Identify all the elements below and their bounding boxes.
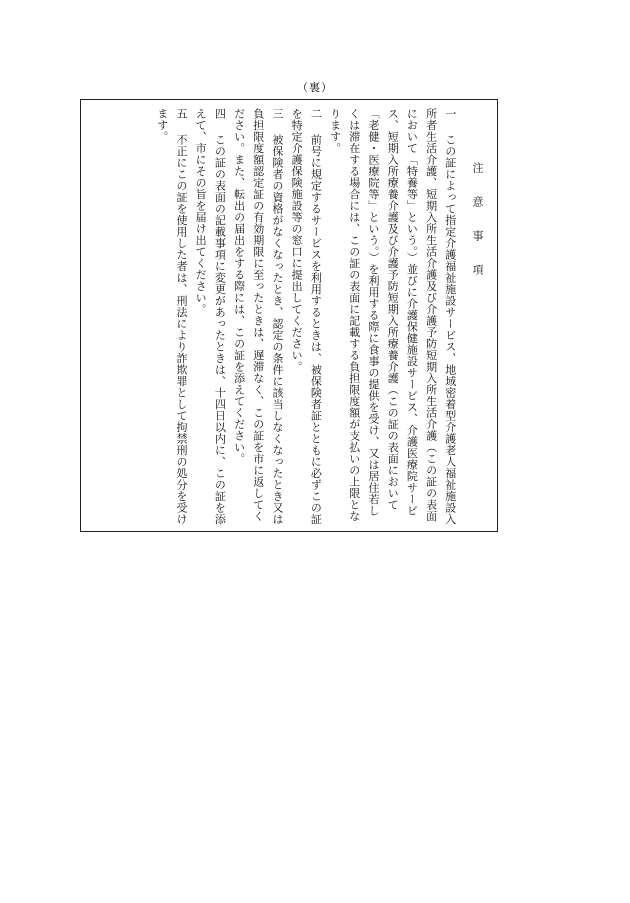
item-number: 一 [443,108,457,120]
notice-item-3 [229,108,287,526]
item-text: この証によって指定介護福祉施設サービス、地域密着型介護老人福祉施設入所者生活介護、短期入所生活介護及び介護予防短期入所生活介護（この証の表面において「特養等」という。）並びに介護保健施設サービス、介護医療院サービス、短期入所療養介護及び介護予防短期入所療養介護（この証の表面において「老健・医療院等」という。）を利用する際に食事の提供を受け、又は居住若しくは滞在する場合には、この証の表面に記載する負担限度額が支払いの上限となります。 [328,108,457,525]
item-text: 不正にこの証を使用した者は、刑法により詐欺罪として拘禁刑の処分を受けます。 [155,108,188,525]
item-number: 三 [270,108,284,120]
item-text: 前号に規定するサービスを利用するときは、被保険者証とともに必ずこの証を特定介護保険施設等の窓口に提出してください。 [290,108,323,525]
item-text: この証の表面の記載事項に変更があったときは、十四日以内に、この証を添えて、市にその旨を届け出てください。 [194,108,227,525]
notice-item-2 [287,108,325,526]
notice-frame [80,99,498,532]
notice-item-4 [191,108,229,526]
notice-item-1 [325,108,459,526]
item-number: 四 [213,108,227,120]
notice-item-5 [153,108,191,526]
notice-body [83,108,487,526]
item-number: 二 [309,108,323,120]
page-side-label: （裏） [297,81,333,94]
notice-heading: 注 意 事 項 [471,162,484,281]
item-text: 被保険者の資格がなくなったとき、認定の条件に該当しなくなったとき又は負担限度額認定証の有効期限に至ったときは、遅滞なく、この証を市に返してください。また、転出の届出をする際には、この証を添えてください。 [232,108,284,525]
item-number: 五 [174,108,188,120]
